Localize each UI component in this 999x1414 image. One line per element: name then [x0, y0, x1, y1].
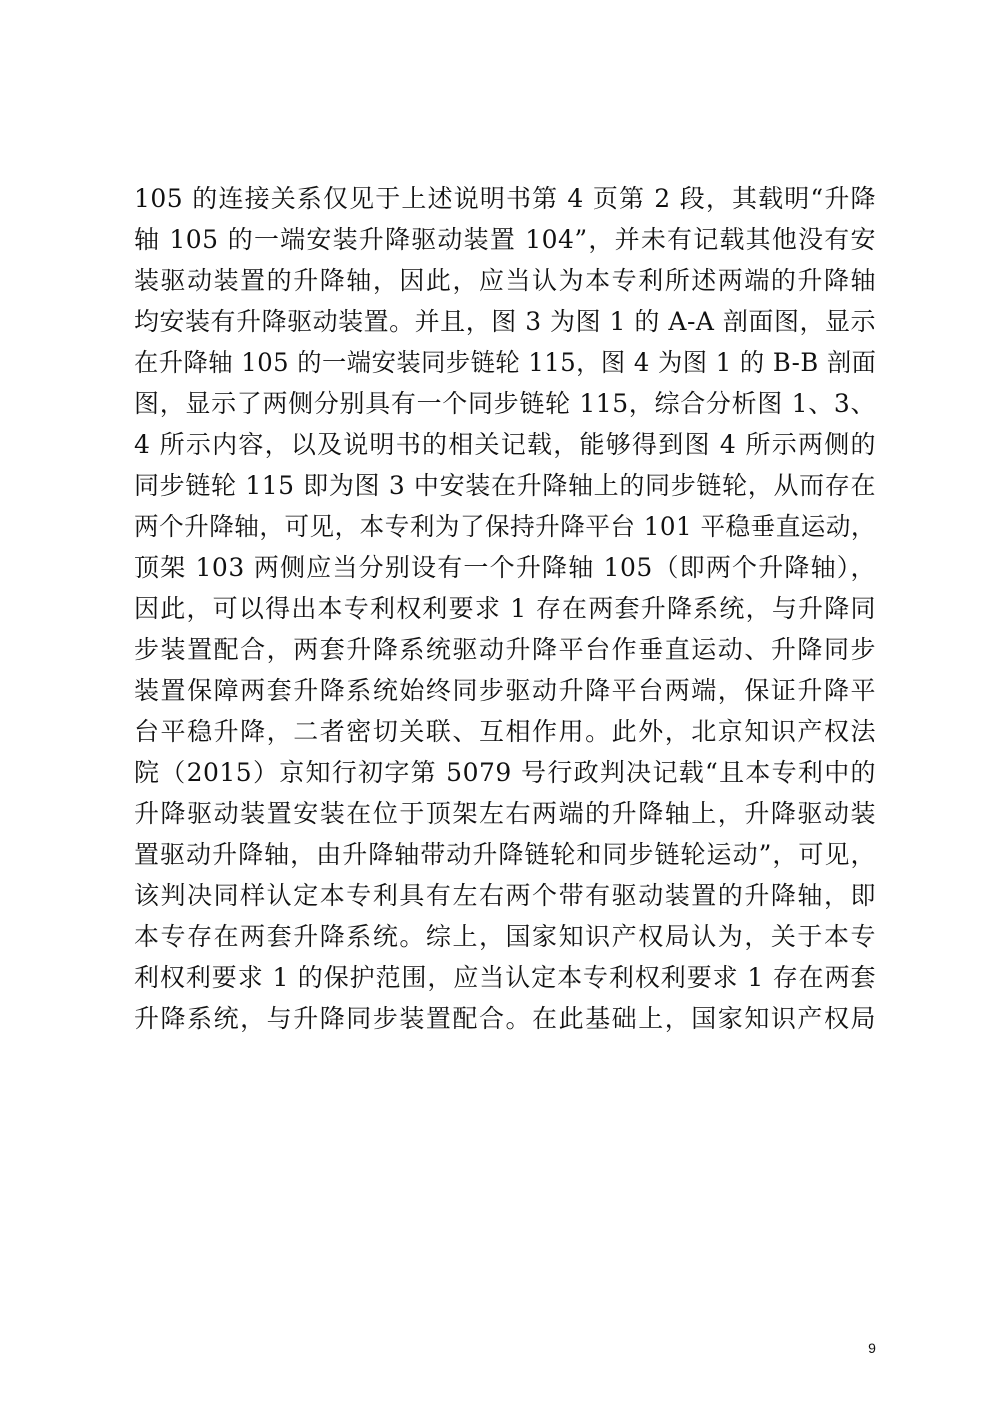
text-line: 利权利要求 1 的保护范围，应当认定本专利权利要求 1 存在两套 — [134, 963, 876, 992]
text-line: 因此，可以得出本专利权利要求 1 存在两套升降系统，与升降同 — [134, 594, 876, 623]
text-line: 顶架 103 两侧应当分别设有一个升降轴 105（即两个升降轴）， — [134, 553, 876, 582]
text-line: 本专存在两套升降系统。综上，国家知识产权局认为，关于本专 — [134, 922, 876, 951]
text-line: 装驱动装置的升降轴，因此，应当认为本专利所述两端的升降轴 — [134, 266, 876, 295]
text-line: 步装置配合，两套升降系统驱动升降平台作垂直运动、升降同步 — [134, 635, 876, 664]
text-line: 均安装有升降驱动装置。并且，图 3 为图 1 的 A-A 剖面图，显示 — [134, 307, 876, 336]
body-text — [134, 178, 876, 1039]
text-line: 4 所示内容，以及说明书的相关记载，能够得到图 4 所示两侧的 — [134, 430, 876, 459]
text-line: 升降系统，与升降同步装置配合。在此基础上，国家知识产权局 — [134, 1004, 876, 1033]
text-line: 升降驱动装置安装在位于顶架左右两端的升降轴上，升降驱动装 — [134, 799, 876, 828]
text-line: 在升降轴 105 的一端安装同步链轮 115，图 4 为图 1 的 B-B 剖面 — [134, 348, 877, 377]
page-number: 9 — [868, 1340, 876, 1356]
text-line: 两个升降轴，可见，本专利为了保持升降平台 101 平稳垂直运动， — [134, 512, 876, 541]
text-line: 院（2015）京知行初字第 5079 号行政判决记载“且本专利中的 — [134, 758, 876, 787]
text-line: 同步链轮 115 即为图 3 中安装在升降轴上的同步链轮，从而存在 — [134, 471, 876, 500]
text-line: 图，显示了两侧分别具有一个同步链轮 115，综合分析图 1、3、 — [134, 389, 876, 418]
text-line: 该判决同样认定本专利具有左右两个带有驱动装置的升降轴，即 — [134, 881, 876, 910]
text-line: 轴 105 的一端安装升降驱动装置 104”，并未有记载其他没有安 — [134, 225, 876, 254]
text-line: 装置保障两套升降系统始终同步驱动升降平台两端，保证升降平 — [134, 676, 876, 705]
text-line: 置驱动升降轴，由升降轴带动升降链轮和同步链轮运动”，可见， — [134, 840, 876, 869]
text-line: 105 的连接关系仅见于上述说明书第 4 页第 2 段，其载明“升降 — [134, 184, 876, 213]
text-line: 台平稳升降，二者密切关联、互相作用。此外，北京知识产权法 — [134, 717, 876, 746]
